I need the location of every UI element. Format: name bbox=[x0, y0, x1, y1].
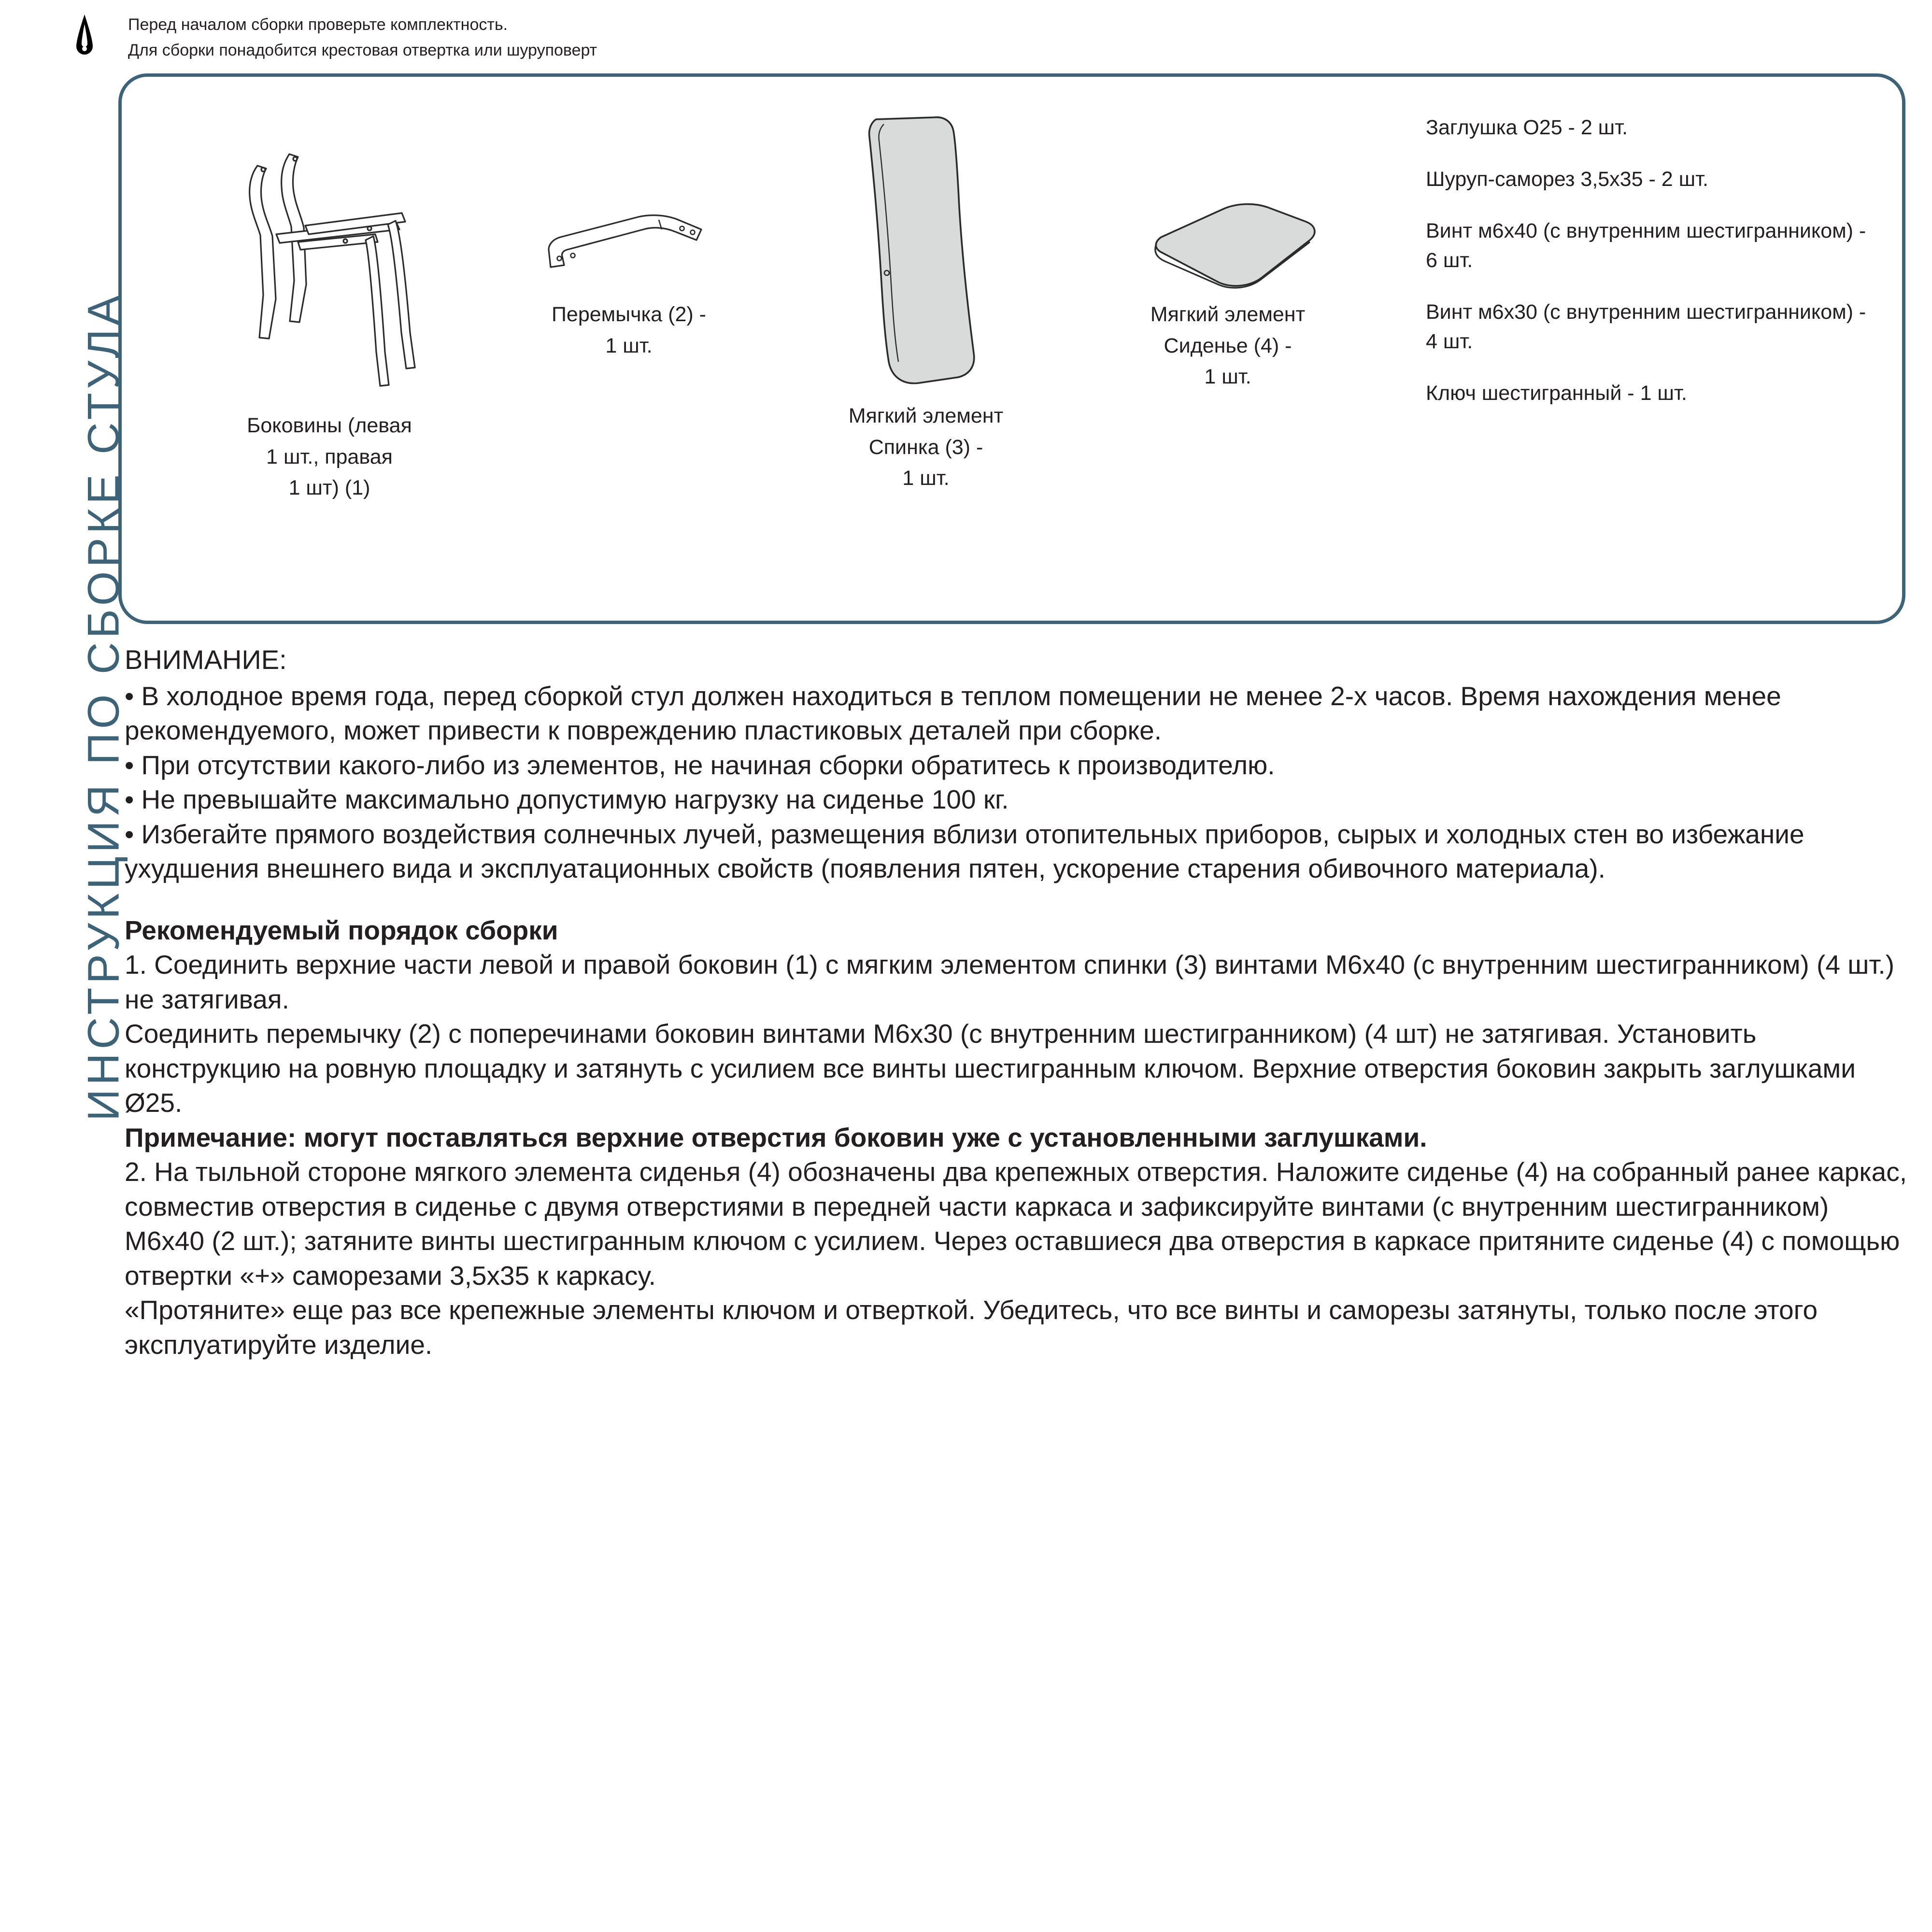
attention-bullet-2: • При отсутствии какого-либо из элементов, не начиная сборки обратитесь к производителю. bbox=[125, 750, 1275, 780]
backrest-cushion-icon bbox=[750, 91, 1102, 400]
part-caption-line-3: 1 шт. bbox=[902, 467, 950, 490]
instruction-body bbox=[125, 642, 1912, 1362]
warning-line-1: Перед началом сборки проверьте комплектность. bbox=[128, 15, 508, 34]
part-caption-line-2: Спинка (3) - bbox=[868, 435, 983, 459]
part-caption-line-3: 1 шт) (1) bbox=[288, 476, 370, 499]
page-title-vertical: ИНСТРУКЦИЯ ПО СБОРКЕ СТУЛА bbox=[79, 292, 128, 1121]
section-spacer bbox=[125, 886, 1912, 913]
part-caption bbox=[151, 410, 508, 504]
part-crossbar bbox=[479, 140, 779, 361]
warning-text bbox=[128, 12, 597, 63]
part-caption bbox=[479, 299, 779, 361]
part-seat-cushion bbox=[1054, 140, 1402, 393]
part-backrest-cushion bbox=[750, 91, 1102, 494]
assembly-step-1a: 1. Соединить верхние части левой и правой боковин (1) с мягким элементом спинки (3) винтами М6х40 (с внутренним шестигранником) (4 шт.) не затягивая. bbox=[125, 950, 1895, 1014]
hardware-item-self-tapping-screw: Шуруп-саморез 3,5х35 - 2 шт. bbox=[1426, 168, 1708, 191]
warning-triangle-icon bbox=[68, 14, 101, 57]
part-side-frames bbox=[151, 140, 508, 504]
assembly-note: Примечание: могут поставляться верхние отверстия боковин уже с установленными заглушками. bbox=[125, 1122, 1427, 1152]
hardware-list bbox=[1426, 113, 1880, 430]
chair-side-frame-icon bbox=[151, 140, 508, 410]
assembly-heading: Рекомендуемый порядок сборки bbox=[125, 915, 558, 945]
warning-line-2: Для сборки понадобится крестовая отвертка или шуруповерт bbox=[128, 41, 597, 59]
assembly-step-1b: Соединить перемычку (2) с поперечинами боковин винтами М6х30 (с внутренним шестигранником) (4 шт) не затягивая. Установить конструкцию на ровную площадку и затянуть с усилием все винты шестигранным ключом. Верхние отверстия боковин закрыть заглушками Ø25. bbox=[125, 1019, 1856, 1118]
hardware-item-bolt-m6x30: Винт м6х30 (с внутренним шестигранником) - 4 шт. bbox=[1426, 300, 1866, 354]
attention-bullet-4: • Избегайте прямого воздействия солнечных лучей, размещения вблизи отопительных приборов, сырых и холодных стен во избежание ухудшения внешнего вида и эксплуатационных свойств (появления пятен, ускорение старения обивочного материала). bbox=[125, 819, 1804, 884]
hardware-item-bolt-m6x40: Винт м6х40 (с внутренним шестигранником) - 6 шт. bbox=[1426, 219, 1866, 272]
seat-cushion-icon bbox=[1054, 140, 1402, 299]
part-caption-line-3: 1 шт. bbox=[1204, 365, 1251, 388]
part-caption-line-1: Мягкий элемент bbox=[848, 404, 1004, 427]
part-caption-line-1: Боковины (левая bbox=[247, 414, 412, 437]
part-caption-line-2: Сиденье (4) - bbox=[1164, 334, 1292, 357]
part-caption-line-1: Мягкий элемент bbox=[1150, 303, 1306, 326]
attention-title: ВНИМАНИЕ: bbox=[125, 644, 287, 675]
assembly-step-2: 2. На тыльной стороне мягкого элемента сиденья (4) обозначены два крепежных отверстия. Наложите сиденье (4) на собранный ранее каркас, совместив отверстия в сиденье с двумя отверстиями в передней части каркаса и зафиксируйте винтами (с внутренним шестигранником) М6х40 (2 шт.); затяните винты шестигранным ключом с усилием. Через оставшиеся два отверстия в каркасе притяните сиденье (4) с помощью отвертки «+» саморезами 3,5х35 к каркасу. bbox=[125, 1157, 1907, 1291]
part-caption-line-2: 1 шт. bbox=[605, 334, 653, 357]
part-caption-line-2: 1 шт., правая bbox=[266, 445, 393, 469]
assembly-final-check: «Протяните» еще раз все крепежные элементы ключом и отверткой. Убедитесь, что все винты и саморезы затянуты, только после этого эксплуатируйте изделие. bbox=[125, 1295, 1818, 1360]
hardware-item-hex-key: Ключ шестигранный - 1 шт. bbox=[1426, 382, 1687, 405]
crossbar-bridge-icon bbox=[479, 140, 779, 299]
part-caption bbox=[1054, 299, 1402, 393]
hardware-item-plug: Заглушка О25 - 2 шт. bbox=[1426, 116, 1628, 139]
parts-list-panel bbox=[118, 73, 1905, 624]
attention-bullet-1: • В холодное время года, перед сборкой стул должен находиться в теплом помещении не менее 2-х часов. Время нахождения менее рекомендуемого, может привести к повреждению пластиковых деталей при сборке. bbox=[125, 681, 1781, 746]
top-warning-strip bbox=[0, 0, 1932, 72]
part-caption bbox=[750, 400, 1102, 494]
part-caption-line-1: Перемычка (2) - bbox=[552, 303, 706, 326]
attention-bullet-3: • Не превышайте максимально допустимую нагрузку на сиденье 100 кг. bbox=[125, 784, 1009, 815]
